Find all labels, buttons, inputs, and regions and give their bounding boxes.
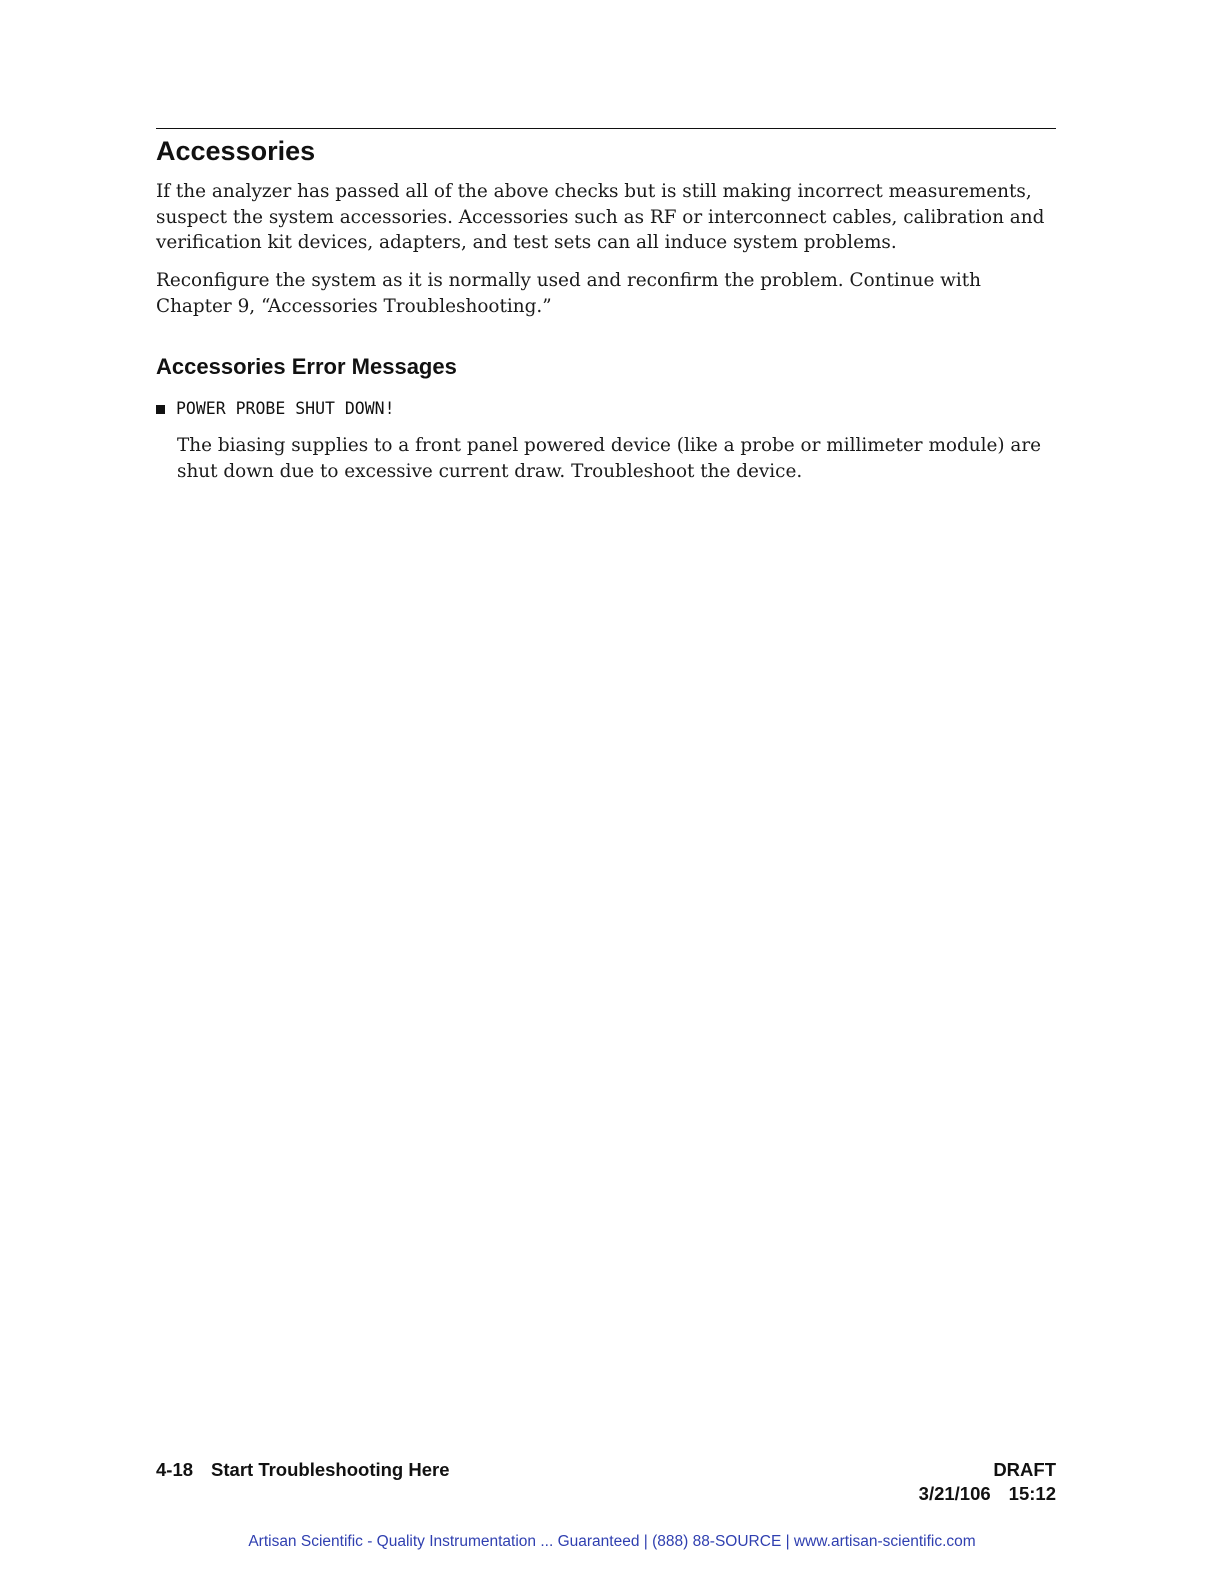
section-top-rule (156, 128, 1056, 129)
footer-status: DRAFT (993, 1459, 1056, 1480)
section-title: Accessories (156, 136, 316, 166)
footer-time: 15:12 (1008, 1483, 1056, 1504)
footer-right (919, 1458, 1056, 1506)
subsection-title: Accessories Error Messages (156, 354, 457, 379)
footer-date: 3/21/106 (918, 1483, 991, 1504)
error-message-code: POWER PROBE SHUT DOWN! (176, 399, 395, 418)
square-bullet-icon (156, 405, 165, 414)
section-paragraph-1: If the analyzer has passed all of the above checks but is still making incorrect measurements, suspect the system accessories. Accessories such as RF or interconnect cables, calibration and verification kit devices, adapters, and test sets can all induce system problems. (156, 181, 1045, 253)
section-paragraph-2: Reconfigure the system as it is normally used and reconfirm the problem. Continue with Chapter 9, “Accessories Troubleshooting.” (156, 270, 982, 317)
vendor-banner: Artisan Scientific - Quality Instrumentation ... Guaranteed | (888) 88-SOURCE | www.artisan-scientific.com (248, 1533, 976, 1550)
footer-page-number: 4-18 (156, 1459, 194, 1480)
error-message-item (156, 397, 395, 421)
footer-left (156, 1458, 450, 1482)
footer-datetime (919, 1482, 1056, 1506)
footer-chapter-title: Start Troubleshooting Here (211, 1459, 450, 1480)
error-message-description: The biasing supplies to a front panel powered device (like a probe or millimeter module) are shut down due to excessive current draw. Troubleshoot the device. (177, 435, 1042, 482)
